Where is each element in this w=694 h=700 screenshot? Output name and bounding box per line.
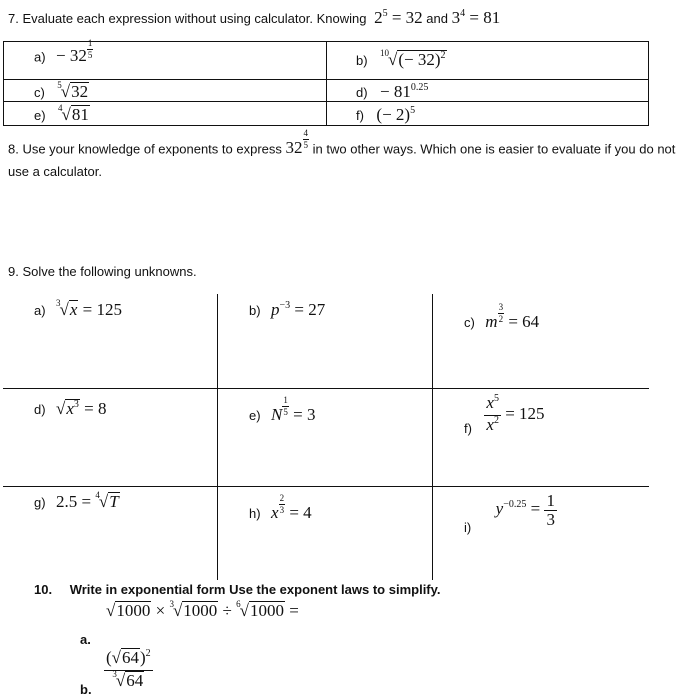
q10-expression-a: √1000 × $^3$√1000 ÷ $^6$√1000 = [106,599,299,620]
q10-expression-b: $\frac{(√64)^2}{^3√64}$ [106,648,151,690]
q7-item-c: c) $^5$√32 [34,80,89,101]
q7-item-d: $d) - 81^{0.25}$ [356,82,429,101]
q9-item-c: $_{c)}$ m $\frac{3}{2}$ = 64 [464,302,540,332]
q7-item-e: e) $^4$√81 [34,103,89,124]
q8-prompt-line2: use a calculator. [8,164,102,179]
q7-item-f: f) (− 2)$^5$ [356,105,416,124]
q9-item-a: a) $^3$√x = 125 [34,298,122,319]
q9-item-b: b) $p^{-3} = 27$ [249,300,326,319]
q7-prompt: 7. Evaluate each expression without using calculator. Knowing $2^5 = 32$ and $3^4 = 81$ [8,8,501,27]
q9-item-d: d) $√x^3 = 8$ [34,399,107,418]
q7-item-b: b) $^{10}√(- 32)^2$ [356,48,446,69]
q9-item-i: $_{i)}$ $y^{-0.25}$ = $\frac{1}{3}$ [464,491,555,536]
q10-title: 10. Write in exponential form Use the exponent laws to simplify. [34,582,441,597]
q7-item-a: a) − 32 $\frac{1}{5}$ [34,38,93,66]
q9-item-h: $_{h)}$ x $\frac{2}{3}$ = 4 [249,493,312,523]
q8-prompt: 8. Use your knowledge of exponents to express 32 $\frac{4}{5}$ in two other ways. Which one is easier to evaluate if you do not [8,128,676,158]
q9-title: 9. Solve the following unknowns. [8,264,197,279]
q9-item-e: $_{e)}$ N $\frac{1}{5}$ = 3 [249,395,316,425]
q9-item-f: $_{f)}$ $\frac{x^5}{x^2}$ = 125 [464,393,545,437]
q10-label-b: b. [80,682,92,697]
q10-label-a: a. [80,632,91,647]
q9-item-g: g) 2.5 = $^4$√T [34,490,119,511]
